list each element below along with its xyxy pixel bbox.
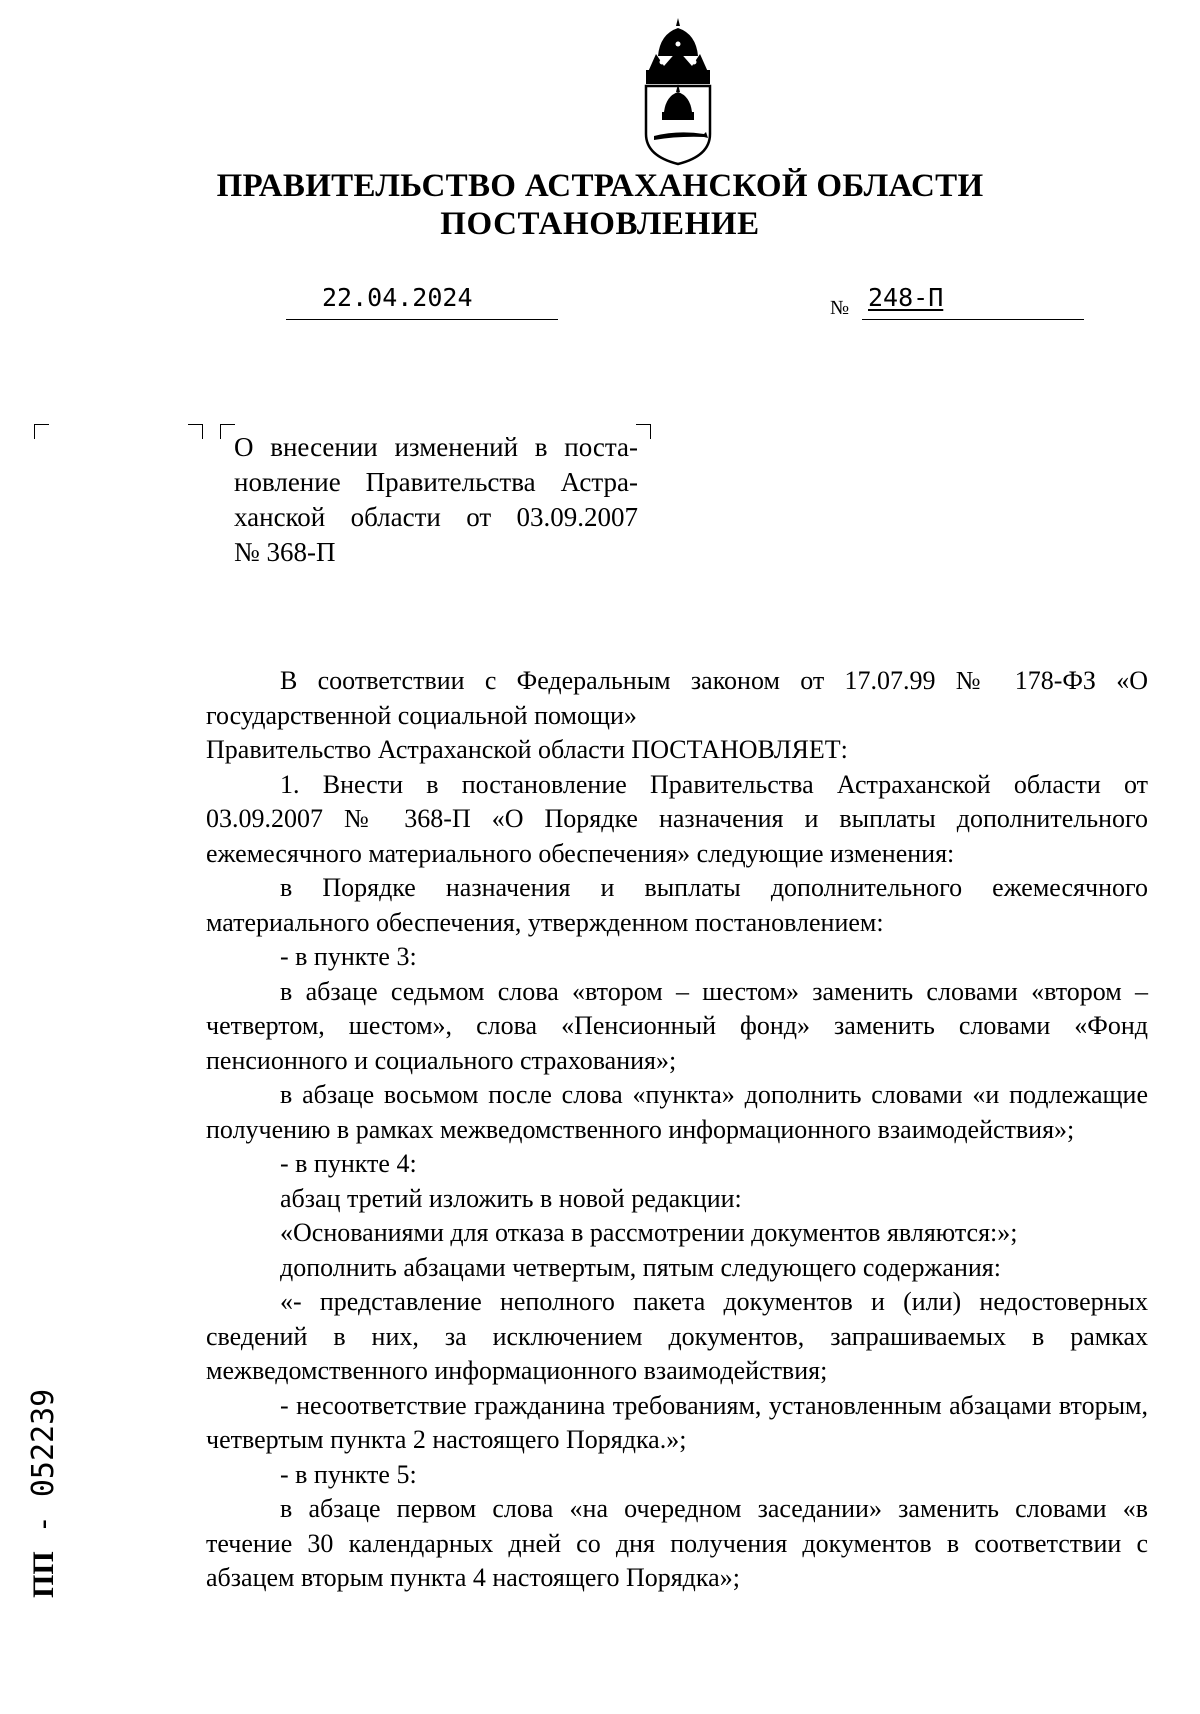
- stamp-prefix: ПП: [27, 1551, 60, 1598]
- document-date: 22.04.2024: [322, 283, 473, 312]
- subject-line: новление Правительства Астра-: [234, 467, 638, 497]
- body-paragraph: в Порядке назначения и выплаты дополнительного ежемесячного материального обеспечения, утвержденном постановлением:: [206, 873, 1148, 937]
- body-paragraph: дополнить абзацами четвертым, пятым следующего содержания:: [280, 1252, 1001, 1282]
- body-paragraph: - в пункте 4:: [280, 1149, 417, 1178]
- document-number: 248-П: [868, 283, 944, 312]
- subject-line: № 368-П: [234, 537, 336, 567]
- corner-mark: [188, 424, 203, 439]
- subject-line: О внесении изменений в поста-: [234, 432, 638, 462]
- corner-mark: [636, 424, 651, 439]
- document-header-subtitle: ПОСТАНОВЛЕНИЕ: [440, 206, 760, 242]
- document-body: [206, 664, 1148, 1596]
- body-paragraph: абзац третий изложить в новой редакции:: [280, 1183, 742, 1213]
- document-date-field: [286, 283, 558, 320]
- number-sign: №: [830, 297, 850, 319]
- body-paragraph: 1. Внести в постановление Правительства Астраханской области от 03.09.2007 № 368-П «О Порядке назначения и выплаты дополнительного ежемесячного материального обеспечения» следующие изменения:: [206, 769, 1148, 868]
- document-header-title: ПРАВИТЕЛЬСТВО АСТРАХАНСКОЙ ОБЛАСТИ: [216, 168, 984, 204]
- body-paragraph: в абзаце седьмом слова «втором – шестом» заменить словами «втором – четвертом, шестом», слова «Пенсионный фонд» заменить словами «Фонд пенсионного и социального страхования»;: [206, 976, 1148, 1075]
- document-subject: [234, 430, 638, 570]
- body-paragraph: - несоответствие гражданина требованиям, установленным абзацами вторым, четвертым пункта 2 настоящего Порядка.»;: [206, 1390, 1148, 1454]
- stamp-code: - 052239: [26, 1388, 61, 1552]
- corner-mark: [34, 424, 49, 439]
- body-paragraph: «- представление неполного пакета документов и (или) недостоверных сведений в них, за исключением документов, запрашиваемых в рамках межведомственного информационного взаимодействия;: [206, 1287, 1148, 1385]
- body-paragraph: в абзаце восьмом после слова «пункта» дополнить словами «и подлежащие получению в рамках межведомственного информационного взаимодействия»;: [206, 1080, 1148, 1144]
- corner-mark: [220, 424, 235, 439]
- body-paragraph: - в пункте 5:: [280, 1459, 417, 1489]
- body-paragraph: в абзаце первом слова «на очередном заседании» заменить словами «в течение 30 календарных дней со дня получения документов в соответствии с абзацем вторым пункта 4 настоящего Порядка»;: [206, 1494, 1148, 1592]
- body-paragraph: В соответствии с Федеральным законом от 17.07.99 № 178-ФЗ «О государственной социальной помощи»: [206, 666, 1148, 730]
- coat-of-arms-emblem: [638, 16, 718, 166]
- body-paragraph: Правительство Астраханской области ПОСТАНОВЛЯЕТ:: [206, 735, 848, 764]
- body-paragraph: - в пункте 3:: [280, 942, 417, 971]
- document-number-field: [862, 283, 1084, 320]
- body-paragraph: «Основаниями для отказа в рассмотрении документов являются:»;: [280, 1218, 1018, 1247]
- subject-line: ханской области от 03.09.2007: [234, 502, 638, 532]
- margin-serial-stamp: [26, 1389, 61, 1598]
